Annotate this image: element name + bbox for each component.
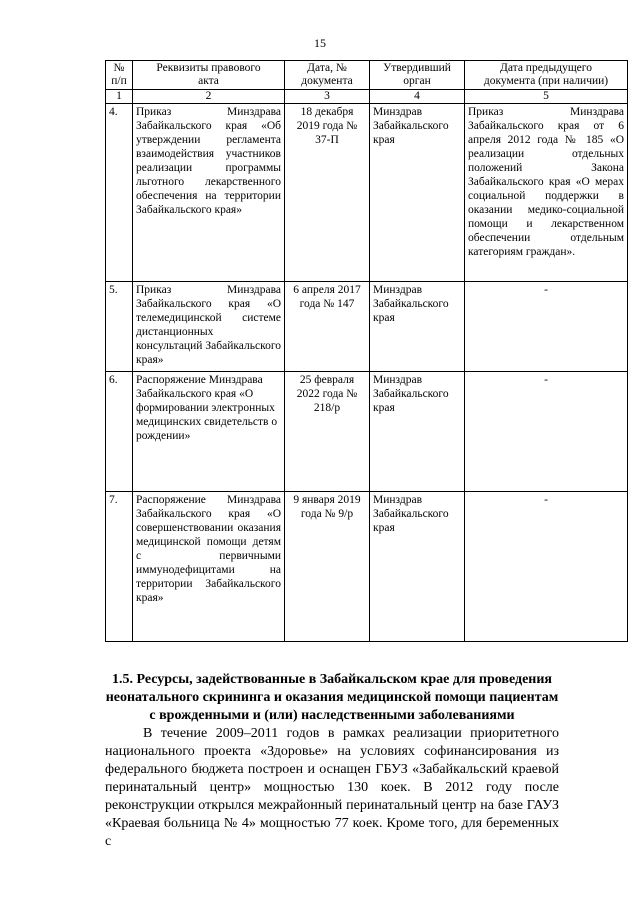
table-header-row [106, 61, 628, 90]
row-number: 6. [106, 372, 133, 492]
previous-document: - [465, 492, 628, 642]
column-number: 3 [285, 90, 370, 104]
header-approving-body: Утвердивший орган [370, 61, 465, 90]
previous-document: - [465, 372, 628, 492]
document-date: 25 февраля 2022 года № 218/р [285, 372, 370, 492]
act-details: Приказ Минздрава Забайкальского края «Об утверждении регламента взаимодействия участников реализации программы льготного лекарственного обеспечения на территории Забайкальского края» [133, 104, 285, 282]
approving-body: Минздрав Забайкальского края [370, 492, 465, 642]
document-date: 6 апреля 2017 года № 147 [285, 282, 370, 372]
column-number: 2 [133, 90, 285, 104]
act-details: Приказ Минздрава Забайкальского края «О телемедицинской системе дистанционных консультаций Забайкальского края» [133, 282, 285, 372]
row-number: 4. [106, 104, 133, 282]
header-number: № п/п [106, 61, 133, 90]
column-number-row [106, 90, 628, 104]
table-row [106, 492, 628, 642]
document-date: 18 декабря 2019 года № 37-П [285, 104, 370, 282]
table-row [106, 282, 628, 372]
approving-body: Минздрав Забайкальского края [370, 282, 465, 372]
previous-document: - [465, 282, 628, 372]
table-row [106, 372, 628, 492]
document-date: 9 января 2019 года № 9/р [285, 492, 370, 642]
approving-body: Минздрав Забайкальского края [370, 104, 465, 282]
header-act-details: Реквизиты правового акта [133, 61, 285, 90]
row-number: 7. [106, 492, 133, 642]
previous-document: Приказ Минздрава Забайкальского края от 6 апреля 2012 года № 185 «О реализации отдельных положений Закона Забайкальского края «О мерах социальной поддержки в оказании медико-социальной помощи и лекарственном обеспечении отдельным категориям граждан». [465, 104, 628, 282]
section-paragraph: В течение 2009–2011 годов в рамках реализации приоритетного национального проекта «Здоровье» на условиях софинансирования из федерального бюджета построен и оснащен ГБУЗ «Забайкальский краевой перинатальный центр» мощностью 130 коек. В 2012 году после реконструкции открылся межрайонный перинатальный центр на базе ГАУЗ «Краевая больница № 4» мощностью 77 коек. Кроме того, для беременных с [105, 726, 559, 849]
header-previous-document: Дата предыдущего документа (при наличии) [465, 61, 628, 90]
approving-body: Минздрав Забайкальского края [370, 372, 465, 492]
header-date-number: Дата, № документа [285, 61, 370, 90]
column-number: 5 [465, 90, 628, 104]
row-number: 5. [106, 282, 133, 372]
legal-acts-table [105, 60, 628, 642]
section-1-5 [105, 671, 559, 851]
table-row [106, 104, 628, 282]
act-details: Распоряжение Минздрава Забайкальского края «О формировании электронных медицинских свидетельств о рождении» [133, 372, 285, 492]
act-details: Распоряжение Минздрава Забайкальского края «О совершенствовании оказания медицинской помощи детям с первичными иммунодефицитами на территории Забайкальского края» [133, 492, 285, 642]
page-number: 15 [314, 36, 326, 50]
section-title: 1.5. Ресурсы, задействованные в Забайкальском крае для проведения неонатального скрининга и оказания медицинской помощи пациентам с врожденными и (или) наследственными заболеваниями [105, 672, 559, 723]
column-number: 4 [370, 90, 465, 104]
column-number: 1 [106, 90, 133, 104]
